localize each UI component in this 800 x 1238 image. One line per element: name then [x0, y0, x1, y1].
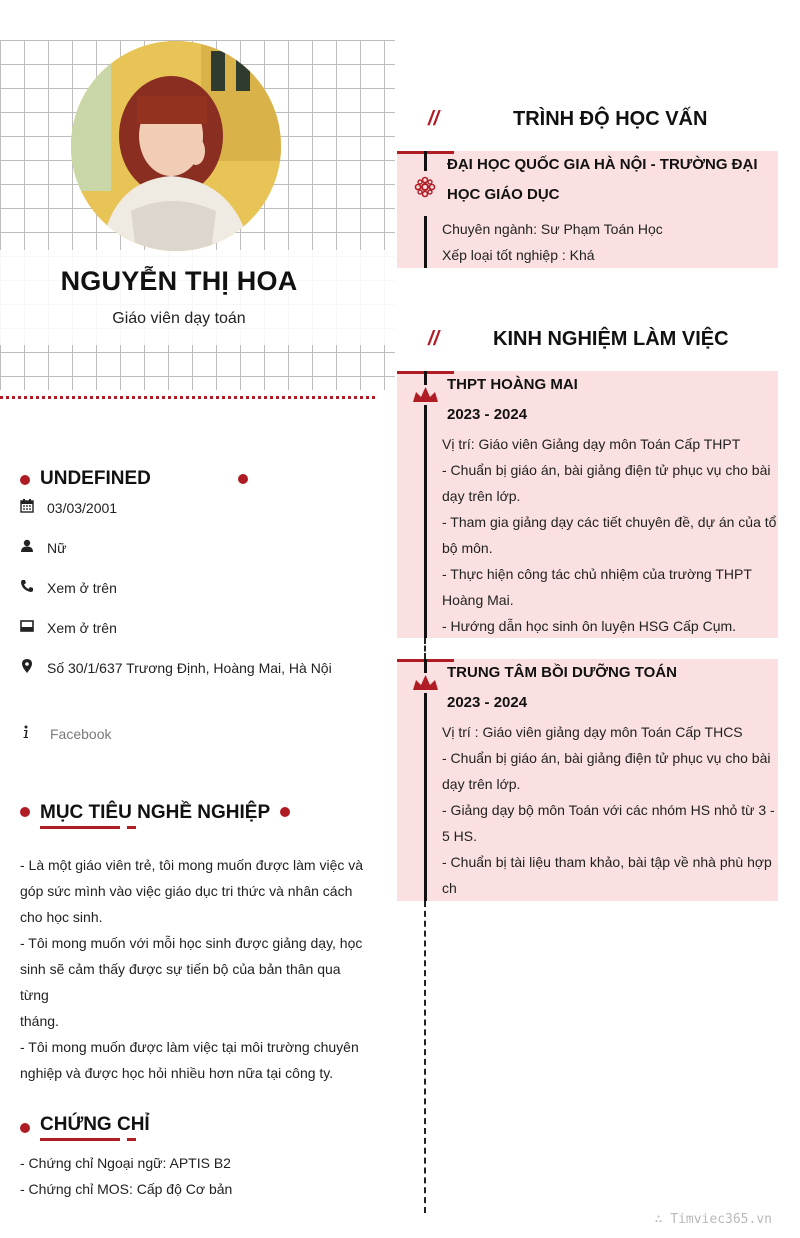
job-line: - Giảng dạy bộ môn Toán với các nhóm HS nhỏ từ 3 -	[442, 802, 775, 818]
job-period: 2023 - 2024	[447, 694, 528, 711]
timeline-line	[424, 371, 427, 385]
address-value: Số 30/1/637 Trương Định, Hoàng Mai, Hà Nội	[47, 660, 332, 676]
title-underline	[40, 826, 120, 829]
experience-section-title: KINH NGHIỆM LÀM VIỆC	[493, 328, 729, 350]
section-slash-icon: //	[428, 328, 440, 350]
objective-line: sinh sẽ cảm thấy được sự tiến bộ của bản thân qua từng	[20, 961, 341, 1003]
job-line: - Chuẩn bị giáo án, bài giảng điện tử phục vụ cho bài	[442, 750, 771, 766]
candidate-role: Giáo viên dạy toán	[112, 310, 246, 327]
job-line: 5 HS.	[442, 828, 478, 844]
school-name: ĐẠI HỌC QUỐC GIA HÀ NỘI - TRƯỜNG ĐẠI	[447, 156, 758, 173]
watermark-logo: ∴ Timviec365.vn	[654, 1212, 772, 1227]
job-line: dạy trên lớp.	[442, 776, 521, 792]
timeline-dashed-line	[424, 638, 426, 659]
header-divider	[0, 396, 375, 399]
objective-line: nghiệp và được học hỏi nhiều hơn nữa tại công ty.	[20, 1065, 334, 1081]
job-line: Hoàng Mai.	[442, 592, 514, 608]
timeline-dashed-line	[424, 901, 426, 1213]
objective-section-title: MỤC TIÊU NGHỀ NGHIỆP	[40, 802, 271, 823]
timeline-line	[424, 405, 427, 638]
job-line: dạy trên lớp.	[442, 488, 521, 504]
education-major: Chuyên ngành: Sư Phạm Toán Học	[442, 221, 663, 237]
job-line: Vị trí: Giáo viên Giảng dạy môn Toán Cấp THPT	[442, 436, 741, 452]
objective-line: - Là một giáo viên trẻ, tôi mong muốn được làm việc và	[20, 857, 364, 873]
education-section-title: TRÌNH ĐỘ HỌC VẤN	[513, 108, 708, 130]
objective-line: - Tôi mong muốn với mỗi học sinh được giảng dạy, học	[20, 935, 363, 951]
school-flower-icon	[414, 176, 436, 198]
phone-value: Xem ở trên	[47, 580, 117, 596]
timeline-line	[424, 693, 427, 901]
location-pin-icon	[20, 659, 34, 673]
job-company: THPT HOÀNG MAI	[447, 376, 578, 393]
certificate-item: - Chứng chỉ MOS: Cấp độ Cơ bản	[20, 1181, 233, 1197]
title-underline	[40, 1138, 120, 1141]
birthday-value: 03/03/2001	[47, 500, 118, 516]
section-bullet	[20, 1123, 30, 1133]
timeline-line	[424, 216, 427, 268]
section-bullet	[20, 807, 30, 817]
education-grade: Xếp loại tốt nghiệp : Khá	[442, 247, 595, 263]
job-company: TRUNG TÂM BỒI DƯỠNG TOÁN	[447, 664, 677, 681]
timeline-line	[424, 659, 427, 673]
objective-line: - Tôi mong muốn được làm việc tại môi trường chuyên	[20, 1039, 359, 1055]
job-line: - Chuẩn bị giáo án, bài giảng điện tử phục vụ cho bài	[442, 462, 771, 478]
section-bullet	[238, 474, 248, 484]
crown-icon	[413, 674, 438, 690]
phone-icon	[20, 579, 34, 593]
title-underline-dash	[127, 1138, 136, 1141]
info-icon	[20, 725, 34, 739]
email-value: Xem ở trên	[47, 620, 117, 636]
job-line: - Chuẩn bị tài liệu tham khảo, bài tập về nhà phù hợp	[442, 854, 772, 870]
avatar	[71, 41, 281, 251]
objective-text	[20, 852, 370, 1086]
job-line: ch	[442, 880, 457, 896]
job-line: bộ môn.	[442, 540, 493, 556]
gender-value: Nữ	[47, 540, 67, 556]
school-name-cont: HỌC GIÁO DỤC	[447, 186, 560, 203]
title-underline-dash	[127, 826, 136, 829]
job-line: - Hướng dẫn học sinh ôn luyện HSG Cấp Cụm.	[442, 618, 737, 634]
calendar-icon	[20, 499, 34, 513]
email-icon	[20, 619, 34, 633]
job-line: Vị trí : Giáo viên giảng dạy môn Toán Cấp THCS	[442, 724, 743, 740]
section-slash-icon: //	[428, 108, 440, 130]
contact-section-title: UNDEFINED	[40, 468, 151, 489]
job-line: - Tham gia giảng dạy các tiết chuyên đề, dự án của tổ	[442, 514, 777, 530]
section-bullet	[20, 475, 30, 485]
header-grid-fade	[0, 250, 395, 345]
job-line: - Thực hiện công tác chủ nhiệm của trường THPT	[442, 566, 752, 582]
objective-line: góp sức mình vào việc giáo dục tri thức và nhân cách	[20, 883, 353, 899]
job-description	[442, 431, 777, 639]
certificates-list	[20, 1150, 370, 1202]
candidate-name: NGUYỄN THỊ HOA	[60, 266, 298, 296]
objective-line: cho học sinh.	[20, 909, 103, 925]
job-period: 2023 - 2024	[447, 406, 528, 423]
certificates-section-title: CHỨNG CHỈ	[40, 1114, 150, 1135]
crown-icon	[413, 386, 438, 402]
certificate-item: - Chứng chỉ Ngoại ngữ: APTIS B2	[20, 1155, 231, 1171]
job-description	[442, 719, 777, 901]
timeline-line	[424, 151, 427, 171]
user-icon	[20, 539, 34, 553]
avatar-photo	[71, 41, 281, 251]
section-bullet	[280, 807, 290, 817]
facebook-link[interactable]: Facebook	[50, 726, 112, 742]
objective-line: tháng.	[20, 1013, 59, 1029]
